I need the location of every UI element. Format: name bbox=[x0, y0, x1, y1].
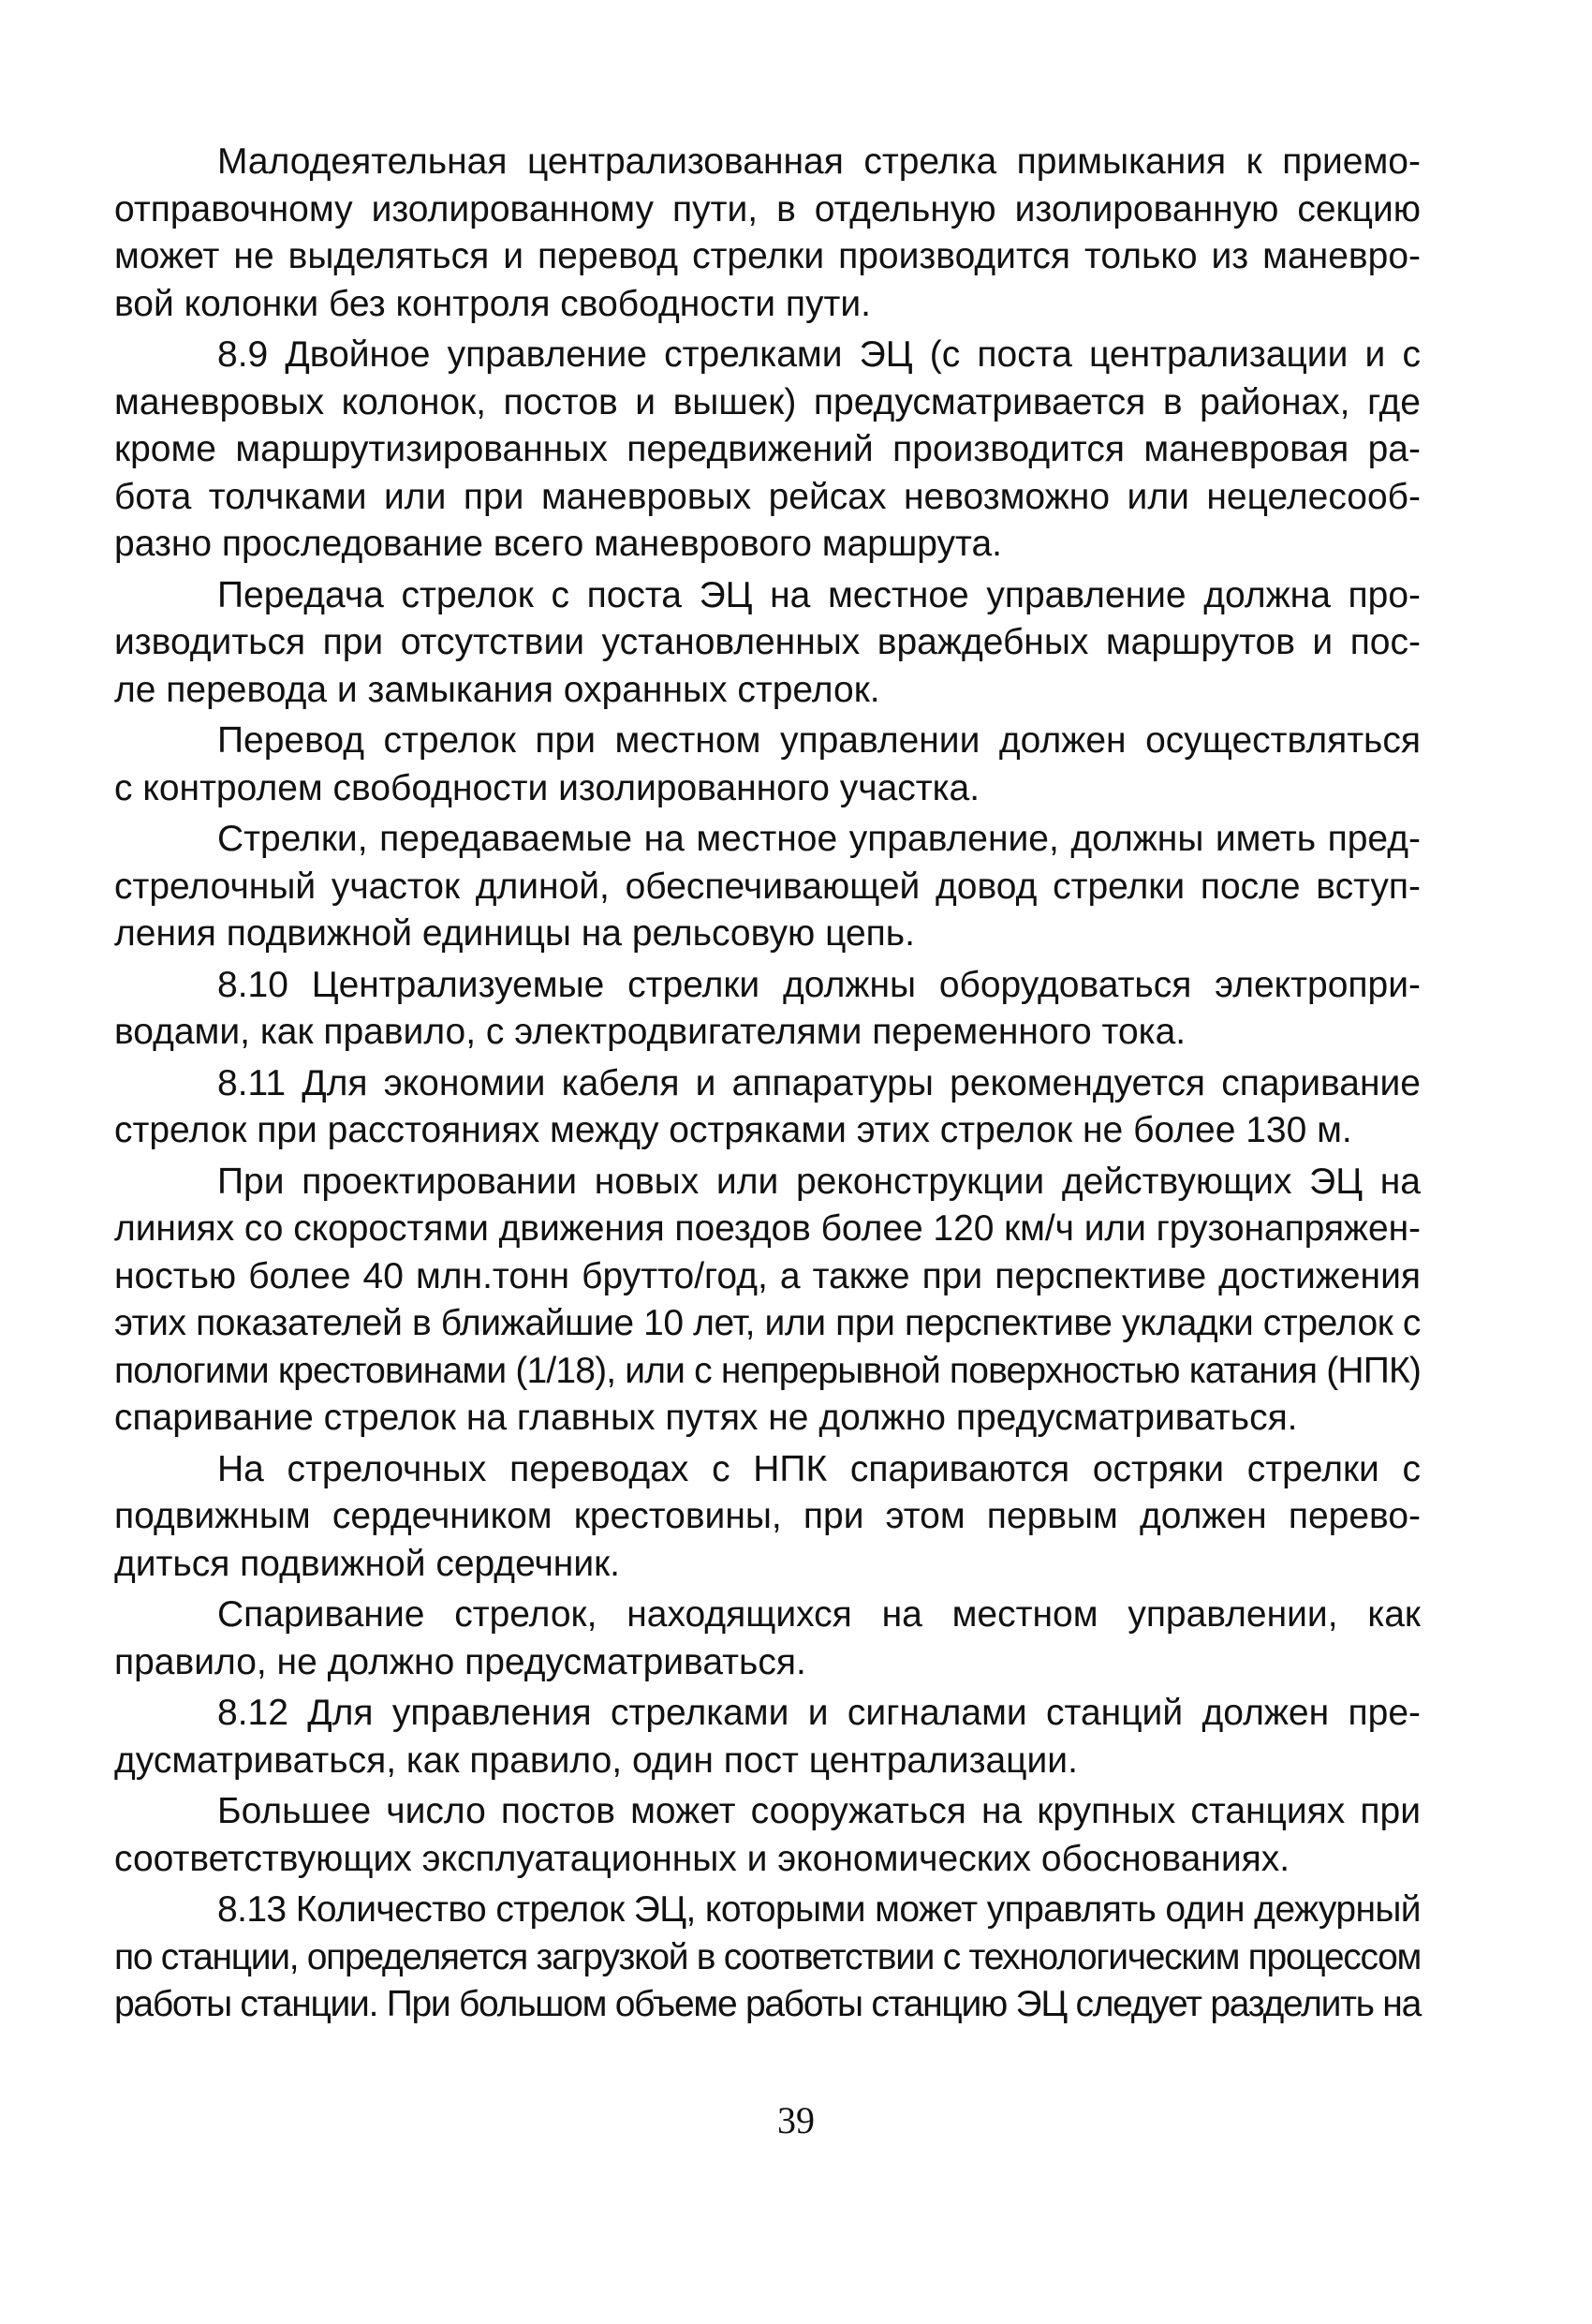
text-line: маневровых колонок, постов и вышек) предусматривается в районах, где bbox=[114, 381, 1421, 422]
text-line: Передача стрелок с поста ЭЦ на местное управление должна про- bbox=[217, 574, 1421, 615]
paragraph bbox=[114, 816, 1421, 958]
text-line: 8.12 Для управления стрелками и сигналами станций должен пре- bbox=[217, 1693, 1421, 1733]
text-line: 8.11 Для экономии кабеля и аппаратуры рекомендуется спаривание bbox=[217, 1062, 1421, 1103]
paragraph bbox=[114, 1690, 1421, 1784]
paragraph bbox=[114, 572, 1421, 715]
text-line: работы станции. При большом объеме работы станцию ЭЦ следует разделить на bbox=[114, 1984, 1421, 2024]
paragraph bbox=[114, 718, 1421, 812]
text-line: 8.9 Двойное управление стрелками ЭЦ (с поста централизации и с bbox=[217, 334, 1421, 375]
text-line: стрелочный участок длиной, обеспечивающей довод стрелки после вступ- bbox=[114, 866, 1421, 907]
paragraph bbox=[114, 332, 1421, 569]
text-line: вой колонки без контроля свободности пути. bbox=[114, 283, 872, 324]
text-line: диться подвижной сердечник. bbox=[114, 1543, 621, 1584]
text-line: отправочному изолированному пути, в отдельную изолированную секцию bbox=[114, 188, 1421, 229]
text-line: подвижным сердечником крестовины, при этом первым должен перево- bbox=[114, 1496, 1421, 1536]
text-line: правило, не должно предусматриваться. bbox=[114, 1641, 806, 1682]
text-line: Спаривание стрелок, находящихся на местном управлении, как bbox=[217, 1594, 1421, 1635]
body-text bbox=[114, 139, 1421, 2033]
paragraph bbox=[114, 1446, 1421, 1589]
text-line: разно проследование всего маневрового маршрута. bbox=[114, 524, 1002, 564]
text-line: Стрелки, передаваемые на местное управление, должны иметь пред- bbox=[217, 819, 1421, 859]
paragraph bbox=[114, 139, 1421, 328]
text-line: На стрелочных переводах с НПК спариваются остряки стрелки с bbox=[217, 1448, 1421, 1489]
paragraph bbox=[114, 1788, 1421, 1883]
paragraph bbox=[114, 1159, 1421, 1443]
text-line: дусматриваться, как правило, один пост централизации. bbox=[114, 1739, 1078, 1781]
text-line: кроме маршрутизированных передвижений производится маневровая ра- bbox=[114, 429, 1421, 469]
paragraph bbox=[114, 962, 1421, 1057]
text-line: может не выделяться и перевод стрелки производится только из маневро- bbox=[114, 236, 1421, 276]
text-line: этих показателей в ближайшие 10 лет, или при перспективе укладки стрелок с bbox=[114, 1303, 1421, 1343]
text-line: Большее число постов может сооружаться на крупных станциях при bbox=[217, 1791, 1421, 1831]
paragraph bbox=[114, 1591, 1421, 1686]
text-line: бота толчками или при маневровых рейсах невозможно или нецелесооб- bbox=[114, 476, 1421, 517]
text-line: спаривание стрелок на главных путях не должно предусматриваться. bbox=[114, 1398, 1298, 1438]
text-line: изводиться при отсутствии установленных враждебных маршрутов и пос- bbox=[114, 622, 1421, 662]
text-line: водами, как правило, с электродвигателями переменного тока. bbox=[114, 1012, 1187, 1052]
text-line: ле перевода и замыкания охранных стрелок. bbox=[114, 669, 880, 710]
page-number: 39 bbox=[777, 2099, 815, 2141]
text-line: ления подвижной единицы на рельсовую цепь. bbox=[114, 913, 915, 954]
text-line: стрелок при расстояниях между остряками этих стрелок не более 130 м. bbox=[114, 1110, 1352, 1150]
text-line: пологими крестовинами (1/18), или с непрерывной поверхностью катания (НПК) bbox=[114, 1350, 1421, 1391]
text-line: с контролем свободности изолированного участка. bbox=[114, 767, 980, 808]
paragraph bbox=[114, 1060, 1421, 1155]
text-line: Перевод стрелок при местном управлении должен осуществляться bbox=[217, 720, 1421, 761]
text-line: ностью более 40 млн.тонн брутто/год, а также при перспективе достижения bbox=[114, 1255, 1421, 1296]
text-line: 8.10 Централизуемые стрелки должны оборудоваться электропри- bbox=[217, 964, 1421, 1005]
text-line: соответствующих эксплуатационных и экономических обоснованиях. bbox=[114, 1838, 1290, 1879]
text-line: 8.13 Количество стрелок ЭЦ, которыми может управлять один дежурный bbox=[217, 1889, 1421, 1930]
text-line: линиях со скоростями движения поездов более 120 км/ч или грузонапряжен- bbox=[114, 1208, 1421, 1249]
text-line: по станции, определяется загрузкой в соответствии с технологическим процессом bbox=[114, 1936, 1421, 1977]
paragraph bbox=[114, 1887, 1421, 2029]
text-line: При проектировании новых или реконструкции действующих ЭЦ на bbox=[217, 1161, 1421, 1202]
text-line: Малодеятельная централизованная стрелка примыкания к приемо- bbox=[217, 141, 1421, 182]
